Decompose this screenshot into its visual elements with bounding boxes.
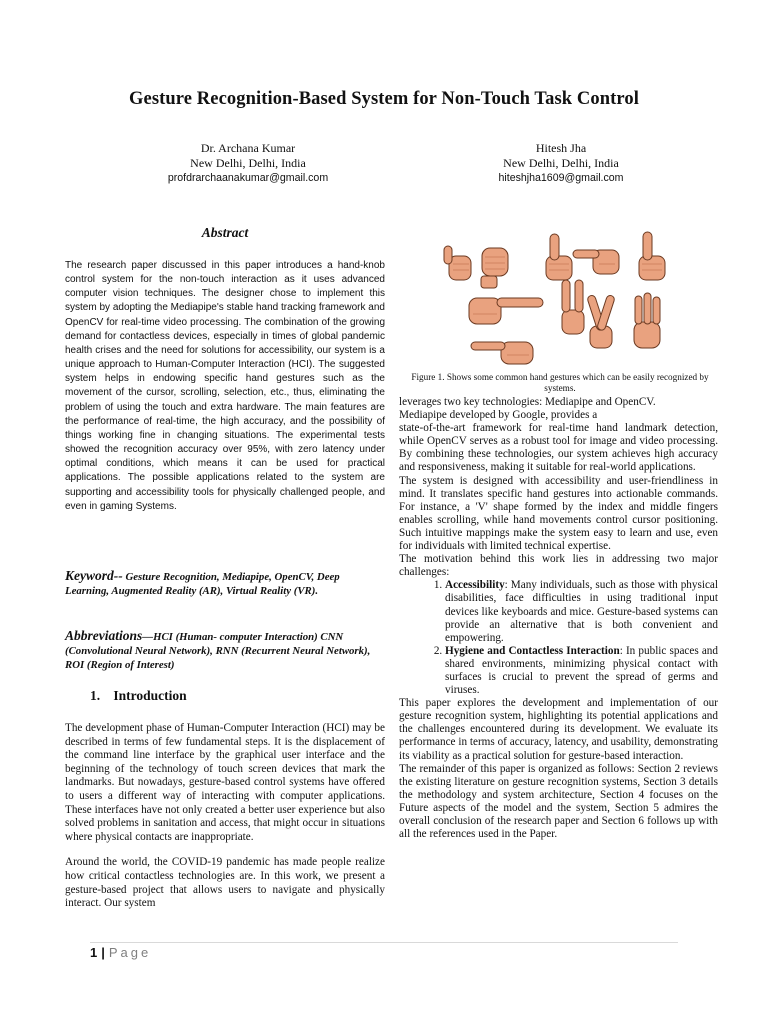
hand-thumbs-up-icon — [639, 232, 665, 280]
paragraph: The development phase of Human-Computer Interaction (HCI) may be described in terms of few fundamental steps. It is the displacement of the command line interface by the graphical user interface and the beginning of the technology of touch screen devices that mark the landmarks. But nowadays, gesture-based control systems have offered to users a different way of interacting with computer applications. These interfaces have not only created a better user experience but also solved problems in sanitation and access, that might occur in situations where physical contacts are inappropriate. — [65, 722, 385, 843]
keywords-label: Keyword-- — [65, 568, 123, 583]
paragraph: The remainder of this paper is organized as follows: Section 2 reviews the existing literature on gesture recognition systems, Section 3 details the methodology and system architecture, Section 4 focuses on the Future aspects of the model and the system, Section 5 admires the overall conclusion of the research paper and Section 6 follows up with all the references used in the Paper. — [399, 762, 718, 841]
paper-title: Gesture Recognition-Based System for Non-Touch Task Control — [129, 89, 639, 109]
abbreviations-dash: — — [142, 631, 154, 643]
author-location: New Delhi, Delhi, India — [190, 156, 306, 170]
hand-fist-icon — [481, 248, 508, 288]
list-item-term: Hygiene and Contactless Interaction — [445, 644, 620, 657]
abbreviations-text: HCI (Human- computer Interaction) CNN (Convolutional Neural Network), RNN (Recurrent Neural Network), ROI (Region of Interest) — [65, 631, 371, 672]
hand-victory-crossed-icon — [587, 294, 616, 348]
list-item — [445, 579, 718, 644]
hand-thumbs-up-icon — [546, 234, 572, 280]
author-location: New Delhi, Delhi, India — [503, 156, 619, 170]
abbreviations-label: Abbreviations — [65, 628, 143, 643]
keywords — [65, 569, 385, 598]
challenges-list — [399, 579, 718, 697]
section-number: 1. — [90, 688, 101, 703]
author-email[interactable]: profdrarchaanakumar@gmail.com — [167, 172, 329, 184]
list-item-text: Many individuals, such as those with physical disabilities, face difficulties in using traditional input devices like keyboards and mice. Gesture-based systems can provide an alternative that is both convenient and empowering. — [445, 579, 718, 644]
hand-three-fingers-icon — [634, 293, 660, 348]
abbreviations — [65, 629, 385, 673]
paragraph — [399, 396, 718, 475]
text-line: state-of-the-art framework for real-time hand landmark detection, while OpenCV serves as a robust tool for image and video processing. By combining these technologies, our system achieves high accuracy and responsiveness, making it suitable for real-world applications. — [399, 422, 718, 474]
hand-point-left-icon — [471, 342, 533, 364]
author-name: Hitesh Jha — [535, 141, 587, 155]
list-item-text: In public spaces and shared environments, minimizing physical contact with surfaces is crucial to prevent the spread of germs and viruses. — [445, 644, 718, 697]
hand-thumb-left-icon — [444, 246, 471, 280]
paragraph: This paper explores the development and implementation of our gesture recognition system, highlighting its potential applications and the challenges encountered during its development. We evaluate its performance in terms of accuracy, latency, and usability, demonstrating its viability as a practical solution for gesture-based interaction. — [399, 697, 718, 762]
list-item-sep: : — [619, 644, 623, 657]
footer-divider — [90, 942, 678, 943]
abstract-heading: Abstract — [201, 225, 249, 240]
author-block-1 — [123, 141, 373, 186]
list-item-term: Accessibility — [445, 579, 505, 592]
hand-victory-icon — [562, 280, 584, 334]
author-email[interactable]: hiteshjha1609@gmail.com — [498, 172, 624, 184]
hand-point-right-icon — [469, 298, 543, 324]
page-number: 1 — [90, 945, 98, 960]
paragraph: The system is designed with accessibility and user-friendliness in mind. It translates specific hand gestures into actionable commands. For instance, a 'V' shape formed by the index and middle fingers enables scrolling, while hand movements control cursor positioning. Such intuitive mappings make the system easy to learn and use, even for individuals with limited technical expertise. — [399, 474, 718, 553]
list-item-sep: : — [504, 579, 508, 592]
author-block-2 — [436, 141, 686, 186]
section-heading-introduction — [90, 688, 187, 704]
section-title: Introduction — [113, 688, 187, 703]
text-line: Mediapipe developed by Google, provides a — [399, 409, 598, 422]
list-item — [445, 645, 718, 697]
text-line: leverages two key technologies: Mediapipe and OpenCV. — [399, 396, 656, 408]
right-column — [399, 396, 718, 841]
paragraph: Around the world, the COVID-19 pandemic has made people realize how critical contactless technologies are. In this work, we present a gesture-based project that allows users to navigate and physically interact. Our system — [65, 856, 385, 910]
author-name: Dr. Archana Kumar — [200, 141, 296, 155]
introduction-body — [65, 722, 385, 911]
page-label: Page — [108, 945, 152, 960]
abstract-text: The research paper discussed in this paper introduces a hand-knob control system for the non-touch interaction as it uses advanced computer vision techniques. The designer chose to implement this system by adopting the Mediapipe's stable hand tracking framework and OpenCV for real-time video processing. The combination of the growing demand for contactless devices, especially in times of global pandemic health crises and the need for solutions for accessibility, our system is a unique approach to Human-Computer Interaction (HCI). The suggested system helps in endowing specific hand gestures such as the movement of the cursor, scrolling, selection, etc., thus, eliminating the problem of using the touch and extra hardware. The main features are the performance of real-time, the high accuracy, and the possibility of things working fine in changing situations. The experimental tests showed the recognition accuracy over 95%, with zero latency under optimal conditions, which means it can be used for practical applications. The possible applications related to the system are supporting and accessibility tools for physically challenged people, and even in gaming Systems. — [65, 260, 385, 512]
paragraph: The motivation behind this work lies in addressing two major challenges: — [399, 553, 718, 579]
page-footer — [90, 945, 151, 960]
footer-separator: | — [101, 945, 105, 960]
hand-gestures-figure — [441, 224, 678, 368]
keywords-text: Gesture Recognition, Mediapipe, OpenCV, Deep Learning, Augmented Reality (AR), Virtual Reality (VR). — [65, 571, 340, 598]
figure-caption: Figure 1. Shows some common hand gestures which can be easily recognized by systems. — [411, 372, 709, 393]
hand-point-left-icon — [573, 250, 619, 274]
